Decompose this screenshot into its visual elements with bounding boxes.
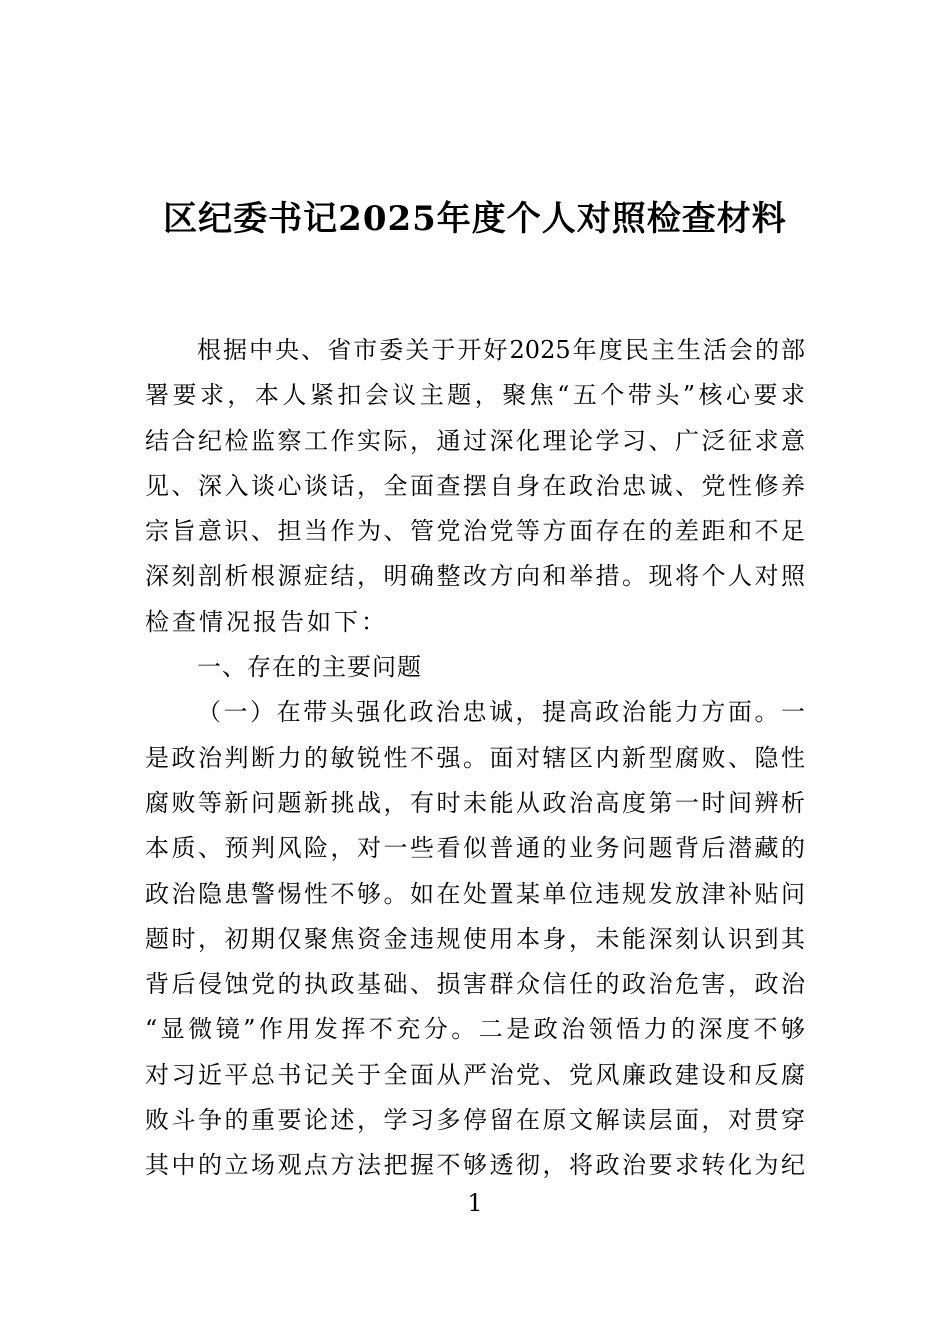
paragraph-line: 宗旨意识、担当作为、管党治党等方面存在的差距和不足 [145,517,805,546]
paragraph-line: 对习近平总书记关于全面从严治党、党风廉政建设和反腐 [145,1060,805,1089]
paragraph-line: 见、深入谈心谈话，全面查摆自身在政治忠诚、党性修养 [145,471,805,500]
paragraph-line: 题时，初期仅聚焦资金违规使用本身，未能深刻认识到其 [145,924,805,953]
paragraph-line: 根据中央、省市委关于开好2025年度民主生活会的部 [197,336,805,364]
paragraph-line: 深刻剖析根源症结，明确整改方向和举措。现将个人对照 [145,562,805,591]
paragraph-line: 是政治判断力的敏锐性不强。面对辖区内新型腐败、隐性 [145,743,805,772]
paragraph-line: 结合纪检监察工作实际，通过深化理论学习、广泛征求意 [145,426,805,455]
paragraph-line: 腐败等新问题新挑战，有时未能从政治高度第一时间辨析 [145,788,805,817]
paragraph-line: 背后侵蚀党的执政基础、损害群众信任的政治危害，政治 [145,970,805,999]
paragraph-line: 署要求，本人紧扣会议主题，聚焦“五个带头”核心要求 [145,381,805,410]
paragraph-line: 检查情况报告如下： [145,607,388,636]
page-number: 1 [467,1189,483,1217]
document-title: 区纪委书记2025年度个人对照检查材料 [163,199,787,239]
document-body [145,328,805,1189]
paragraph-line: 政治隐患警惕性不够。如在处置某单位违规发放津补贴问 [145,879,805,908]
paragraph-line: “显微镜”作用发挥不充分。二是政治领悟力的深度不够 [145,1015,805,1044]
section-heading: 一、存在的主要问题 [197,653,422,682]
paragraph-line: 本质、预判风险，对一些看似普通的业务问题背后潜藏的 [145,834,805,863]
paragraph-line: 败斗争的重要论述，学习多停留在原文解读层面，对贯穿 [145,1106,805,1135]
paragraph-line: 其中的立场观点方法把握不够透彻，将政治要求转化为纪 [145,1151,805,1180]
paragraph-line: （一）在带头强化政治忠诚，提高政治能力方面。一 [197,698,805,727]
